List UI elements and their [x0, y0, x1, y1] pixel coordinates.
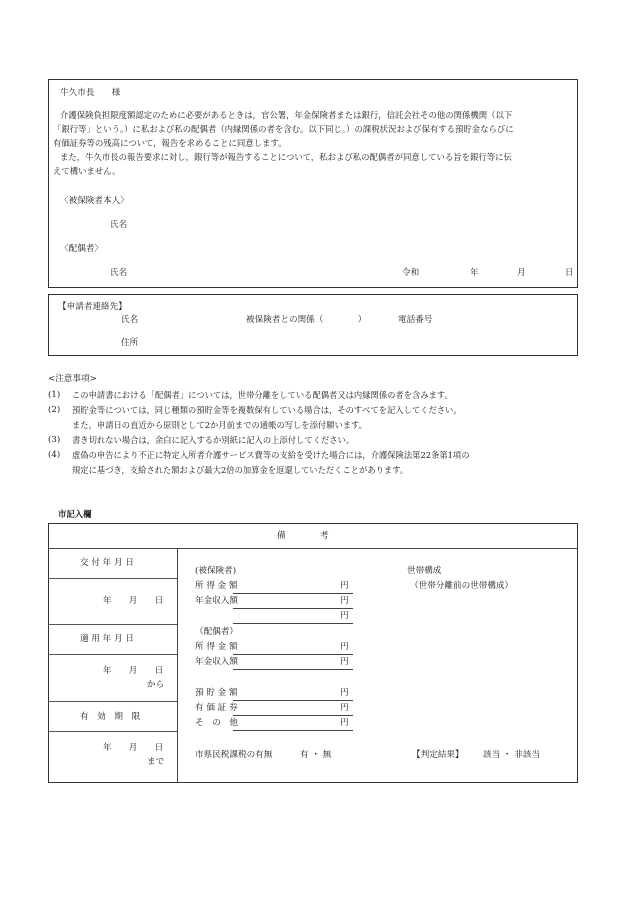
apply-date-from: から — [147, 680, 165, 690]
contact-name-label: 氏名 — [121, 315, 139, 325]
contact-phone-label: 電話番号 — [398, 315, 433, 325]
office-household-before: （世帯分離前の世帯構成） — [410, 581, 514, 591]
consent-para2-line2: えて構いません。 — [53, 166, 121, 176]
office-result-options[interactable]: 該当 ・ 非該当 — [483, 750, 541, 760]
left-row-divider-1 — [48, 578, 177, 579]
spouse-label: 〈配偶者〉 — [60, 244, 103, 254]
office-title: 市記入欄 — [58, 509, 92, 519]
office-pension-yen: 円 — [340, 596, 349, 606]
office-income-line[interactable] — [233, 593, 353, 594]
date-day: 日 — [565, 268, 574, 278]
office-pension2-line[interactable] — [233, 669, 353, 670]
office-deposits-yen: 円 — [340, 688, 349, 698]
insured-name-label: 氏名 — [110, 220, 128, 230]
note-num-4: (4) — [48, 450, 61, 460]
addressee: 牛久市長 様 — [60, 88, 121, 98]
left-row-divider-2 — [48, 624, 177, 625]
left-row-divider-5 — [48, 731, 177, 732]
note-text-1: この申請書における「配偶者」については，世帯分離をしている配偶者又は内縁関係の者を含みます。 — [72, 390, 453, 400]
consent-para1-line1: 介護保険負担限度額認定のために必要があるときは，官公署，年金保険者または銀行，信託会社その他の関係機関（以下 — [60, 110, 513, 120]
valid-period-until: まで — [147, 757, 165, 767]
consent-para2-line1: また，牛久市長の報告要求に対し，銀行等が報告することについて，私および私の配偶者が同意している旨を銀行等に伝 — [60, 152, 512, 162]
date-month: 月 — [517, 268, 526, 278]
office-result-label: 【判定結果】 — [412, 750, 464, 760]
date-era: 令和 — [402, 268, 420, 278]
office-pension-line[interactable] — [233, 608, 353, 609]
office-insured-total-line[interactable] — [233, 623, 353, 624]
office-other-label: そ の 他 — [195, 718, 238, 728]
left-row-divider-4 — [48, 701, 177, 702]
note-text-2: 預貯金等については，同じ種類の預貯金等を複数保有している場合は，そのすべてを記入してください。 — [72, 405, 462, 415]
office-income-yen: 円 — [340, 581, 349, 591]
office-insured-total-yen: 円 — [340, 611, 349, 621]
issue-date-label: 交 付 年 月 日 — [80, 558, 134, 568]
office-income-label: 所 得 金 額 — [195, 581, 238, 591]
office-pension2-label: 年金収入額 — [195, 657, 238, 667]
office-household-label: 世帯構成 — [407, 566, 442, 576]
office-spouse-label: （配偶者） — [195, 627, 238, 637]
remarks-header: 備 考 — [277, 531, 329, 541]
office-income2-yen: 円 — [340, 642, 349, 652]
office-deposits-line[interactable] — [233, 700, 353, 701]
contact-relation-label: 被保険者との関係（ ） — [246, 315, 367, 325]
left-row-divider-3 — [48, 654, 177, 655]
office-tax-yes-no[interactable]: 有 ・ 無 — [300, 750, 332, 760]
issue-date-ymd[interactable]: 年 月 日 — [103, 596, 164, 606]
spouse-name-label: 氏名 — [110, 268, 128, 278]
note-text-4: 虚偽の申告により不正に特定入所者介護サービス費等の支給を受けた場合には，介護保険法第22条第1項の — [72, 450, 470, 460]
note-num-3: (3) — [48, 435, 61, 445]
contact-address-label: 住所 — [121, 338, 139, 348]
office-income2-label: 所 得 金 額 — [195, 642, 238, 652]
office-pension2-yen: 円 — [340, 657, 349, 667]
remarks-header-divider — [48, 548, 578, 549]
contact-title: 【申請者連絡先】 — [58, 302, 127, 312]
office-pension-label: 年金収入額 — [195, 596, 238, 606]
valid-period-label: 有 効 期 限 — [80, 712, 141, 722]
consent-para1-line2: 「銀行等」という。）に私および私の配偶者（内縁関係の者を含む。以下同じ。）の課税状況および保有する預貯金ならびに — [53, 124, 514, 134]
apply-date-label: 適 用 年 月 日 — [80, 634, 134, 644]
office-insured-label: (被保険者) — [195, 566, 237, 576]
office-securities-line[interactable] — [233, 715, 353, 716]
office-tax-status-label: 市県民税課税の有無 — [195, 750, 273, 760]
date-year: 年 — [470, 268, 479, 278]
insured-name-line[interactable] — [130, 232, 380, 233]
note-num-1: (1) — [48, 390, 61, 400]
note-text-3: 書き切れない場合は，余白に記入するか別紙に記入の上添付してください。 — [72, 435, 355, 445]
note-num-2: (2) — [48, 405, 61, 415]
office-securities-label: 有 価 証 券 — [195, 703, 238, 713]
left-column-divider — [177, 548, 178, 783]
insured-label: 〈被保険者本人〉 — [60, 196, 129, 206]
office-other-yen: 円 — [340, 718, 349, 728]
note-text-2b: また，申請日の直近から原則として2か月前までの通帳の写しを添付願います。 — [72, 420, 368, 430]
valid-period-ymd[interactable]: 年 月 日 — [103, 743, 164, 753]
apply-date-ymd[interactable]: 年 月 日 — [103, 666, 164, 676]
note-text-4b: 規定に基づき，支給された額および最大2倍の加算金を返還していただくことがあります。 — [72, 465, 409, 475]
office-other-line[interactable] — [233, 730, 353, 731]
office-securities-yen: 円 — [340, 703, 349, 713]
notes-title: <注意事項> — [48, 374, 97, 384]
office-income2-line[interactable] — [233, 654, 353, 655]
office-deposits-label: 預 貯 金 額 — [195, 688, 238, 698]
consent-para1-line3: 有価証券等の残高について，報告を求めることに同意します。 — [53, 138, 287, 148]
